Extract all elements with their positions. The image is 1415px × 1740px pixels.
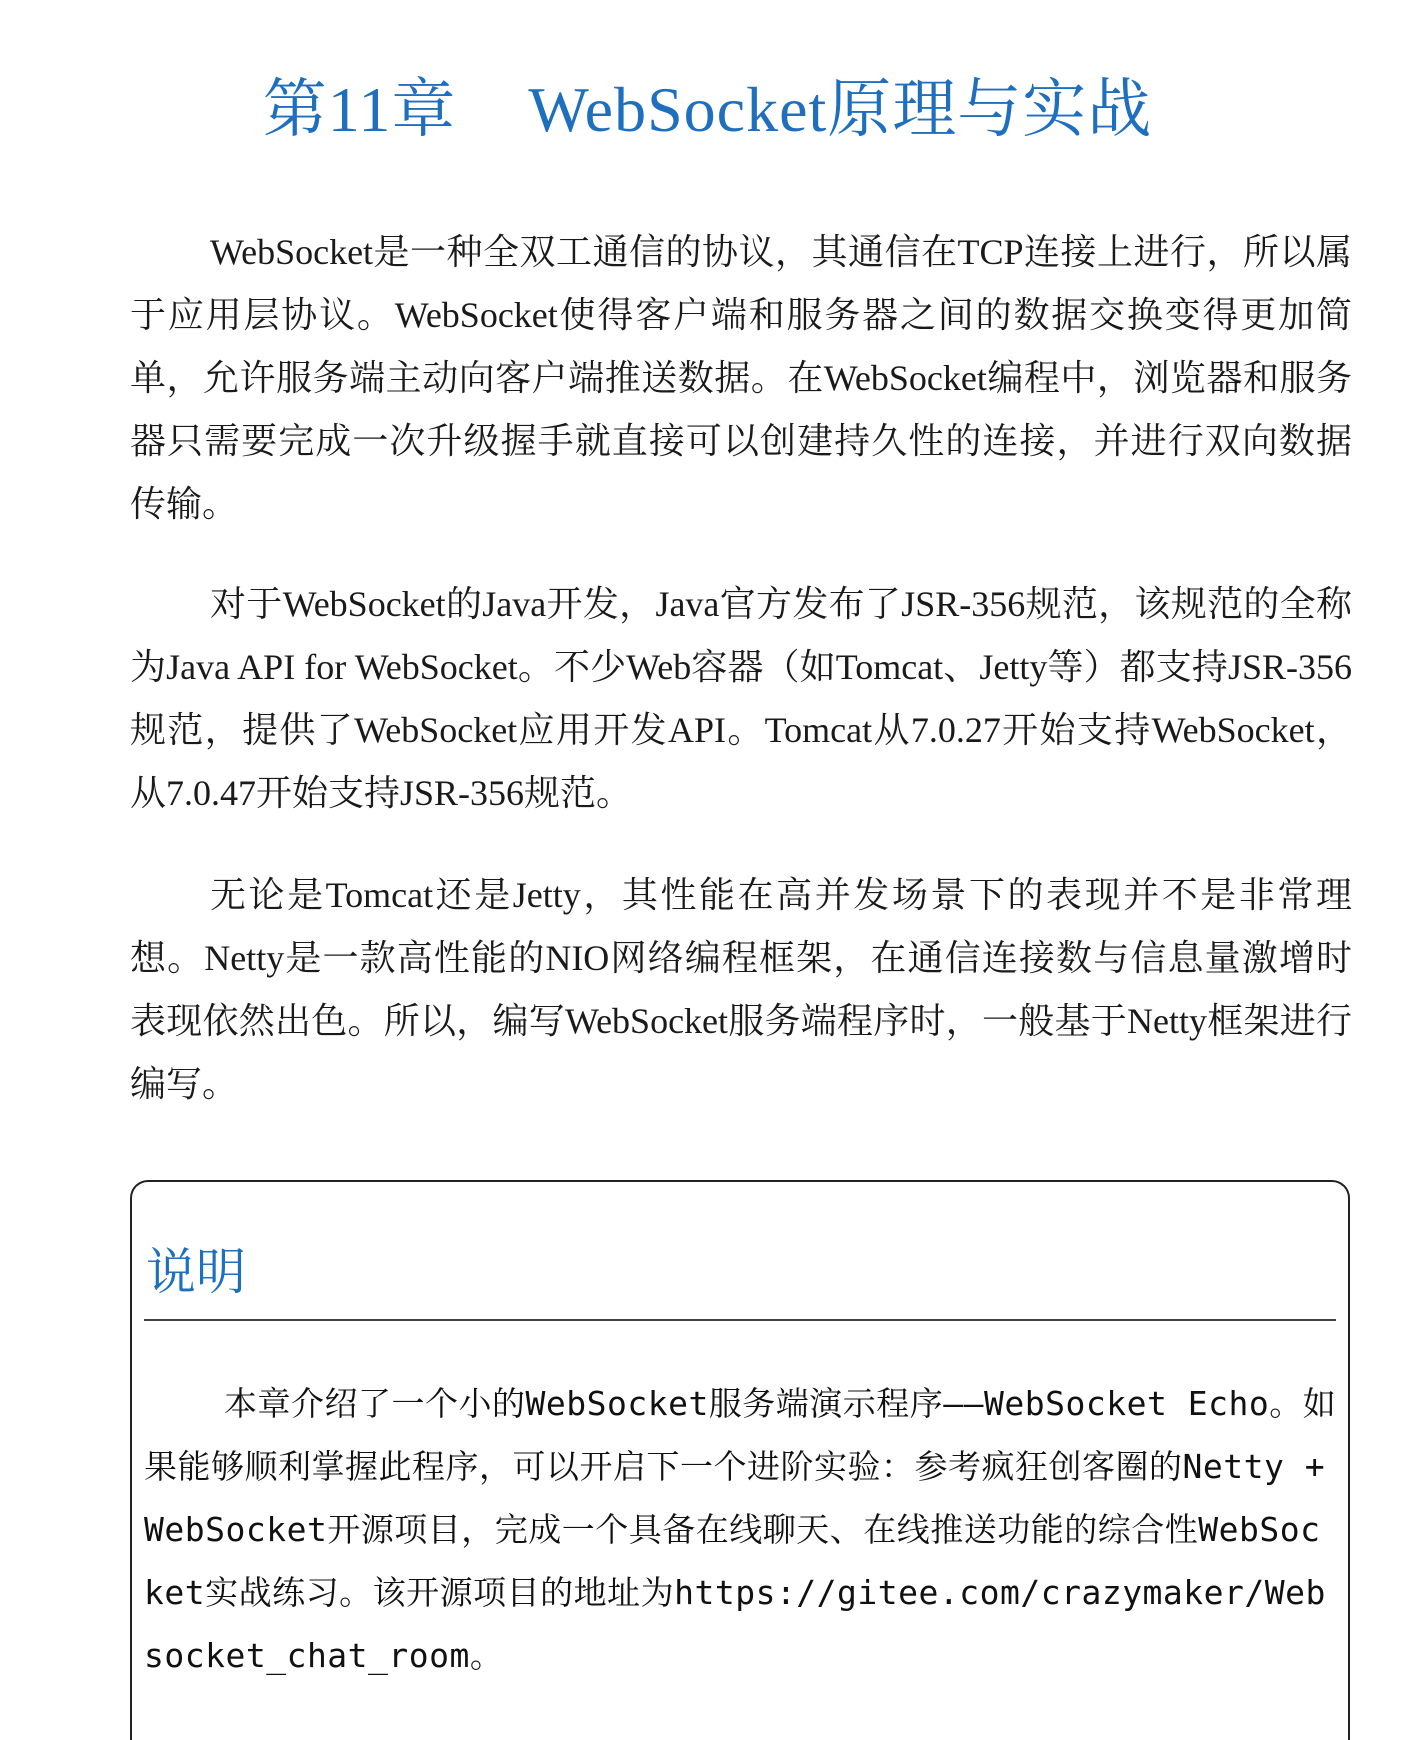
chapter-title bbox=[0, 62, 1415, 158]
note-box bbox=[130, 1180, 1350, 1740]
chapter-number: 第11章 bbox=[262, 74, 457, 145]
note-text: 本章介绍了一个小的WebSocket服务端演示程序——WebSocket Echo。如果能够顺利掌握此程序，可以开启下一个进阶实验：参考疯狂创客圈的Netty + WebSocket开源项目，完成一个具备在线聊天、在线推送功能的综合性WebSocket实战练习。该开源项目的地址为https://gitee.com/crazymaker/Websocket_chat_room。 bbox=[144, 1384, 1337, 1675]
body-paragraph-1: WebSocket是一种全双工通信的协议，其通信在TCP连接上进行，所以属于应用层协议。WebSocket使得客户端和服务器之间的数据交换变得更加简单，允许服务端主动向客户端推送数据。在WebSocket编程中，浏览器和服务器只需要完成一次升级握手就直接可以创建持久性的连接，并进行双向数据传输。 bbox=[130, 232, 1352, 524]
body-paragraph-3: 无论是Tomcat还是Jetty，其性能在高并发场景下的表现并不是非常理想。Netty是一款高性能的NIO网络编程框架，在通信连接数与信息量激增时表现依然出色。所以，编写WebSocket服务端程序时，一般基于Netty框架进行编写。 bbox=[130, 875, 1352, 1104]
note-divider bbox=[144, 1319, 1336, 1321]
chapter-name: WebSocket原理与实战 bbox=[528, 74, 1153, 145]
note-title: 说明 bbox=[146, 1244, 246, 1300]
body-paragraph-2: 对于WebSocket的Java开发，Java官方发布了JSR-356规范，该规范的全称为Java API for WebSocket。不少Web容器（如Tomcat、Jetty等）都支持JSR-356规范，提供了WebSocket应用开发API。Tomcat从7.0.27开始支持WebSocket，从7.0.47开始支持JSR-356规范。 bbox=[130, 584, 1352, 813]
